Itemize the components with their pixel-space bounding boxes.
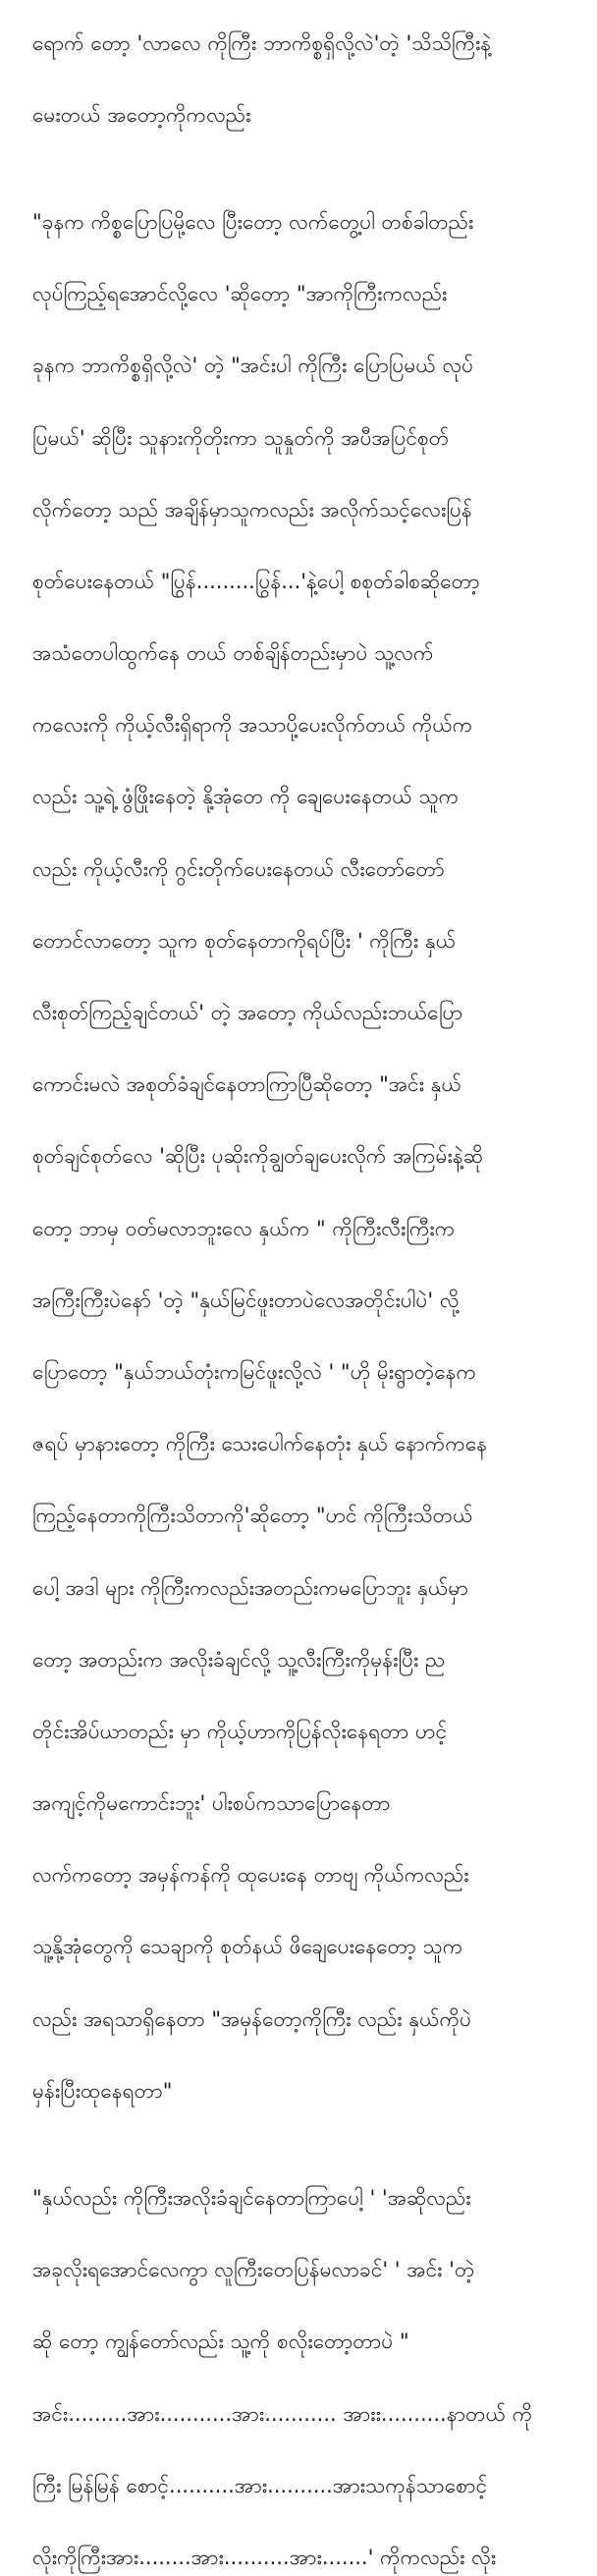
text-line: တော့ အတည်းက အလိုးခံချင်လို့ သူ့လီးကြီးကိုမှန်းပြီး ည bbox=[32, 1647, 446, 1672]
text-line: လုပ်ကြည့်ရအောင်လို့လေ 'ဆိုတော့ "အာကိုကြီးကလည်း bbox=[32, 282, 448, 306]
text-line: အကြီးကြီးပဲနော် 'တဲ့ "နှယ်မြင်ဖူးတာပဲလေအတိုင်းပါပဲ' လို့ bbox=[32, 1288, 460, 1312]
text-line: အင်း.........အား...........အား........... အားး..........နာတယ် ကို bbox=[32, 2401, 533, 2426]
text-line: ပြမယ်' ဆိုပြီး သူနားကိုတိုးကာ သူနှုတ်ကို အပီအပြင်စုတ် bbox=[32, 425, 450, 450]
text-line: ကလေးကို ကိုယ့်လီးရှိရာကို အသာပို့ပေးလိုက်တယ် ကိုယ်က bbox=[32, 713, 473, 738]
paragraph-1 bbox=[32, 0, 575, 133]
text-line: လက်ကတော့ အမှန်ကန်ကို ထုပေးနေ တာဗျ ကိုယ်ကလည်း bbox=[32, 1863, 469, 1888]
text-line: လီးစုတ်ကြည့်ချင်တယ်' တဲ့ အတော့ ကိုယ်လည်းဘယ်ပြော bbox=[32, 1001, 463, 1025]
paragraph-3 bbox=[32, 2144, 575, 2575]
text-line: ပေါ့ အဒါ များ ကိုကြီးကလည်းအတည်းကမပြောဘူး နှယ်မှာ bbox=[32, 1575, 468, 1600]
text-line: မှန်းပြီးထုနေရတာ" bbox=[32, 2078, 173, 2103]
text-line: ကြည့်နေတာကိုကြီးသိတာကို'ဆိုတော့ "ဟင် ကိုကြီးသိတယ် bbox=[32, 1504, 473, 1528]
text-line: လည်း သူ့ရဲ့ ဖွံဖြိုးနေတဲ့ နို့အုံတေ ကို ချေပေးနေတယ် သူက bbox=[32, 785, 460, 809]
paragraph-gap bbox=[32, 133, 575, 168]
text-line: လည်း အရသာရှိနေတာ "အမှန်တော့ကိုကြီး လည်း နှယ်ကိုပဲ bbox=[32, 2006, 472, 2031]
text-line: သူ့နို့အုံတွေကို သေချာကို စုတ်နယ် ဖိချေပေးနေတော့ သူက bbox=[32, 1935, 463, 1959]
text-line: ရောက် တော့ 'လာလေ ကိုကြီး ဘာကိစ္စရှိလို့လဲ'တဲ့ 'သိသိကြီးနဲ့ bbox=[32, 30, 492, 55]
text-line: ကြီး မြန်မြန် စောင့်..........အား..........အားသကုန်သာစောင့် bbox=[32, 2473, 488, 2497]
text-line: လိုက်တော့ သည် အချိန်မှာသူကလည်း အလိုက်သင့်လေးပြန် bbox=[32, 497, 472, 521]
text-line: အကျင့်ကိုမကောင်းဘူး' ပါးစပ်ကသာပြောနေတာ bbox=[32, 1791, 391, 1816]
text-line: ကောင်းမလဲ အစုတ်ခံချင်နေတာကြာပြီဆိုတော့ "အင်း နှယ် bbox=[32, 1072, 461, 1097]
text-line: ဇရပ် မှာနားတော့ ကိုကြီး သေးပေါက်နေတုံး နှယ် နောက်ကနေ bbox=[32, 1432, 488, 1456]
text-line: စုတ်ပေးနေတယ် "ပြွန်.........ပြွန်...'နဲ့ပေါ့ စစုတ်ခါစဆိုတော့ bbox=[32, 569, 480, 593]
text-line: "နှယ်လည်း ကိုကြီးအလိုးခံချင်နေတာကြာပေါ့ ' 'အဆိုလည်း bbox=[32, 2186, 471, 2211]
text-line: တောင်လာတော့ သူက စုတ်နေတာကိုရပ်ပြီး ' ကိုကြီး နှယ် bbox=[32, 928, 457, 953]
text-line: ခုနက ဘာကိစ္စရှိလို့လဲ' တဲ့ "အင်းပါ ကိုကြီး ပြောပြမယ် လုပ် bbox=[32, 354, 474, 378]
text-line: ဆို တော့ ကျွန်တော်လည်း သူ့ကို စလိုးတော့တာပဲ " bbox=[32, 2329, 409, 2354]
paragraph-gap bbox=[32, 2109, 575, 2144]
text-line: ပြောတော့ "နှယ်ဘယ်တုံးကမြင်ဖူးလို့လဲ ' "ဟို မိုးရွာတဲ့နေက bbox=[32, 1359, 477, 1384]
paragraph-2 bbox=[32, 168, 575, 2109]
text-line: စုတ်ချင်စုတ်လေ 'ဆိုပြီး ပုဆိုးကိုချွတ်ချပေးလိုက် အကြမ်းနဲ့ဆို bbox=[32, 1144, 484, 1169]
text-line: လိုးကိုကြီးအား........အား..........အား.......' ကိုကလည်း လိုး bbox=[32, 2545, 497, 2569]
text-line: "ခုနက ကိစ္စပြောပြမို့လေ ပြီးတော့ လက်တွေ့ပါ တစ်ခါတည်း bbox=[32, 209, 474, 234]
text-line: အသံတေပါထွက်နေ တယ် တစ်ချိန်တည်းမှာပဲ သူ့လက် bbox=[32, 641, 434, 666]
text-line: တိုင်းအိပ်ယာတည်း မှာ ကိုယ့်ဟာကိုပြန်လိုးနေရတာ ဟင့် bbox=[32, 1719, 448, 1743]
text-line: တော့ ဘာမှ ဝတ်မလာဘူးလေ နှယ်က " ကိုကြီးလီးကြီးက bbox=[32, 1216, 456, 1240]
text-line: မေးတယ် အတော့ကိုကလည်း bbox=[32, 102, 251, 127]
text-line: အခုလိုးရအောင်လေကွာ လူကြီးတေပြန်မလာခင်' ' အင်း 'တဲ့ bbox=[32, 2258, 475, 2282]
text-line: လည်း ကိုယ့်လီးကို ဂွင်းတိုက်ပေးနေတယ် လီးတော်တော် bbox=[32, 856, 445, 881]
